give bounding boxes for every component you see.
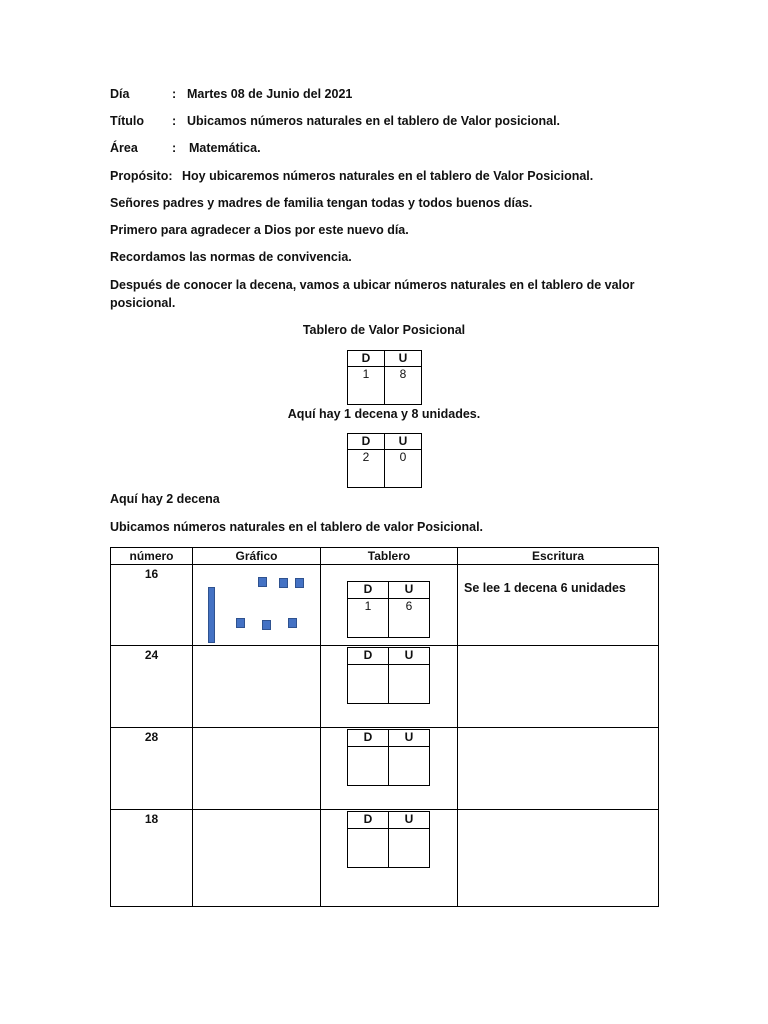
unit-cube-block <box>262 620 271 630</box>
board-header-d: D <box>348 812 389 829</box>
header-tablero: Tablero <box>321 548 458 565</box>
unit-cube-block <box>288 618 297 628</box>
titulo-label: Título <box>110 114 145 128</box>
exercise-title: Ubicamos números naturales en el tablero de valor Posicional. <box>110 520 484 534</box>
board-header-d: D <box>348 582 389 599</box>
place-value-board-example-2 <box>347 433 422 488</box>
escritura-cell <box>458 565 659 646</box>
tablero-cell <box>321 810 458 907</box>
titulo-value: Ubicamos números naturales en el tablero de Valor posicional. <box>187 114 561 128</box>
board-value-u: 8 <box>385 367 422 405</box>
board-header-d: D <box>348 648 389 665</box>
board-value-u: 6 <box>389 599 430 638</box>
place-value-board <box>347 811 430 868</box>
unit-cube-block <box>236 618 245 628</box>
example-2-caption: Aquí hay 2 decena <box>110 492 220 506</box>
escritura-cell[interactable] <box>458 728 659 810</box>
grafico-cell <box>193 565 321 646</box>
board-header-d: D <box>348 730 389 747</box>
board-header-u: U <box>389 648 430 665</box>
board-header-u: U <box>389 812 430 829</box>
titulo-sep: : <box>172 114 177 128</box>
tablero-cell <box>321 565 458 646</box>
row-number: 16 <box>111 565 193 646</box>
paragraph-intro-line2: posicional. <box>110 296 176 310</box>
tablero-cell <box>321 728 458 810</box>
area-label: Área <box>110 141 138 155</box>
board-section-title: Tablero de Valor Posicional <box>302 323 466 337</box>
grafico-cell[interactable] <box>193 646 321 728</box>
board-header-u: U <box>389 730 430 747</box>
row-number: 24 <box>111 646 193 728</box>
paragraph-thanks: Primero para agradecer a Dios por este nuevo día. <box>110 223 409 237</box>
table-row <box>111 565 659 646</box>
area-sep: : <box>172 141 177 155</box>
dia-value: Martes 08 de Junio del 2021 <box>187 87 353 101</box>
escritura-cell[interactable] <box>458 810 659 907</box>
board-value-u[interactable] <box>389 747 430 786</box>
header-numero: número <box>111 548 193 565</box>
place-value-board <box>347 581 430 638</box>
unit-cube-block <box>279 578 288 588</box>
table-row <box>111 810 659 907</box>
example-1-caption: Aquí hay 1 decena y 8 unidades. <box>287 407 481 421</box>
place-value-board <box>347 729 430 786</box>
board-value-u[interactable] <box>389 665 430 704</box>
proposito-value: Hoy ubicaremos números naturales en el tablero de Valor Posicional. <box>182 169 594 183</box>
board-value-d[interactable] <box>348 747 389 786</box>
board-header-u: U <box>385 351 422 367</box>
paragraph-rules: Recordamos las normas de convivencia. <box>110 250 352 264</box>
board-value-u[interactable] <box>389 829 430 868</box>
place-value-board <box>347 647 430 704</box>
row-number: 18 <box>111 810 193 907</box>
board-header-d: D <box>348 434 385 450</box>
board-value-d: 2 <box>348 450 385 488</box>
tablero-cell <box>321 646 458 728</box>
header-grafico: Gráfico <box>193 548 321 565</box>
grafico-cell[interactable] <box>193 810 321 907</box>
dia-label: Día <box>110 87 130 101</box>
area-value: Matemática. <box>189 141 261 155</box>
unit-cube-block <box>295 578 304 588</box>
header-escritura: Escritura <box>458 548 659 565</box>
board-value-d[interactable] <box>348 665 389 704</box>
board-value-d: 1 <box>348 599 389 638</box>
table-row <box>111 728 659 810</box>
tens-rod-block <box>208 587 215 643</box>
board-value-u: 0 <box>385 450 422 488</box>
paragraph-intro-line1: Después de conocer la decena, vamos a ubicar números naturales en el tablero de valor <box>110 278 635 292</box>
place-value-board-example-1 <box>347 350 422 405</box>
paragraph-greeting: Señores padres y madres de familia tengan todas y todos buenos días. <box>110 196 533 210</box>
grafico-cell[interactable] <box>193 728 321 810</box>
proposito-label: Propósito: <box>110 169 173 183</box>
table-row <box>111 646 659 728</box>
escritura-text: Se lee 1 decena 6 unidades <box>464 581 626 595</box>
board-header-u: U <box>385 434 422 450</box>
dia-sep: : <box>172 87 177 101</box>
row-number: 28 <box>111 728 193 810</box>
unit-cube-block <box>258 577 267 587</box>
escritura-cell[interactable] <box>458 646 659 728</box>
board-value-d: 1 <box>348 367 385 405</box>
board-header-u: U <box>389 582 430 599</box>
board-header-d: D <box>348 351 385 367</box>
exercise-table <box>110 547 659 907</box>
board-value-d[interactable] <box>348 829 389 868</box>
